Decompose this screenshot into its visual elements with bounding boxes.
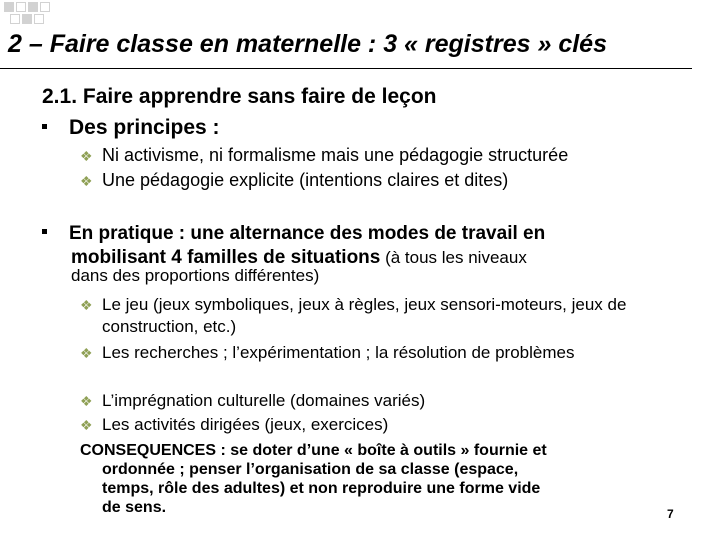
situation-item <box>80 390 700 412</box>
title-divider <box>0 68 692 69</box>
practice-line1: En pratique : une alternance des modes de travail en <box>69 223 546 244</box>
section-heading: 2.1. Faire apprendre sans faire de leçon <box>42 85 437 108</box>
principle-item <box>80 170 508 191</box>
situation-text: L’imprégnation culturelle (domaines variés) <box>102 391 426 410</box>
slide-title: 2 – Faire classe en maternelle : 3 « registres » clés <box>8 30 607 58</box>
principle-item <box>80 145 568 166</box>
practice-line2-bold: mobilisant 4 familles de situations <box>71 247 381 268</box>
bullet-practice <box>42 222 545 270</box>
situation-item <box>80 414 700 436</box>
square-bullet-icon <box>42 124 47 129</box>
situation-text: Le jeu (jeux symboliques, jeux à règles, jeux sensori-moteurs, jeux de construction, etc.) <box>102 295 627 336</box>
consequences-line: temps, rôle des adultes) et non reproduire une forme vide <box>102 480 541 497</box>
situation-text: Les activités dirigées (jeux, exercices) <box>102 415 389 434</box>
diamond-bullet-icon: ❖ <box>80 393 93 409</box>
practice-line2-rest: (à tous les niveaux <box>380 248 527 267</box>
situation-item <box>80 342 700 364</box>
diamond-bullet-icon: ❖ <box>80 148 93 164</box>
page-number: 7 <box>667 507 674 521</box>
principle-text: Une pédagogie explicite (intentions claires et dites) <box>102 170 509 190</box>
square-bullet-icon <box>42 229 47 234</box>
situation-item <box>80 294 700 338</box>
bullet-principles <box>42 116 220 140</box>
diamond-bullet-icon: ❖ <box>80 417 93 433</box>
consequences-line: ordonnée ; penser l’organisation de sa classe (espace, <box>102 461 519 478</box>
consequences-line: CONSEQUENCES : se doter d’une « boîte à outils » fournie et <box>80 442 547 459</box>
situation-text: Les recherches ; l’expérimentation ; la résolution de problèmes <box>102 343 575 362</box>
diamond-bullet-icon: ❖ <box>80 297 93 313</box>
principle-text: Ni activisme, ni formalisme mais une pédagogie structurée <box>102 145 569 165</box>
consequences-block <box>80 441 680 517</box>
bullet-principles-label: Des principes : <box>69 116 220 139</box>
diamond-bullet-icon: ❖ <box>80 173 93 189</box>
diamond-bullet-icon: ❖ <box>80 345 93 361</box>
consequences-line: de sens. <box>102 499 167 516</box>
practice-continuation: dans des proportions différentes) <box>71 266 320 285</box>
